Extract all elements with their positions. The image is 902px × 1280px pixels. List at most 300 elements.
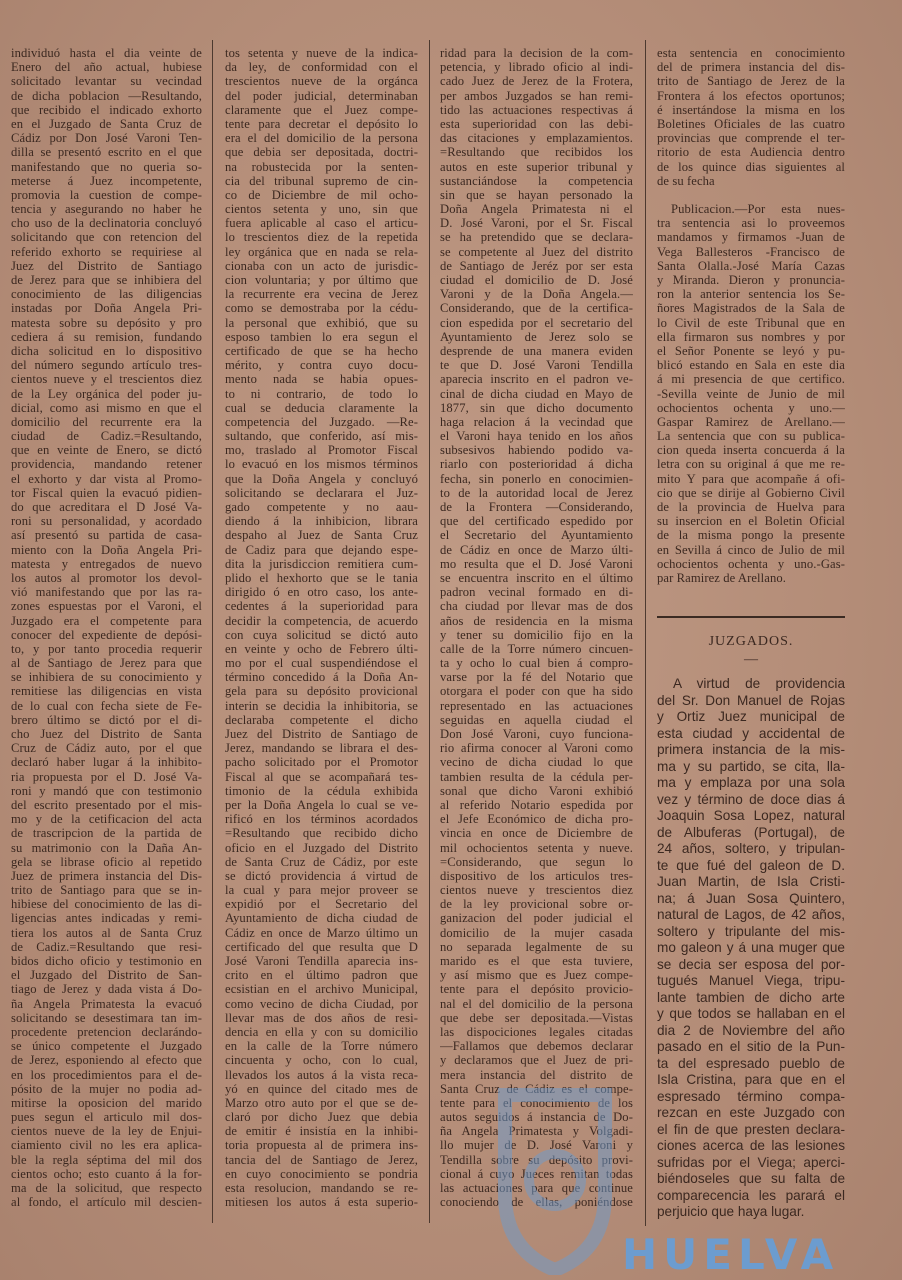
text-line: solicitado levantar su vecindad xyxy=(11,74,202,89)
text-line: gela se librase oficio al repetido xyxy=(11,854,202,869)
notice-line: pasado en el sitio de la Pun- xyxy=(657,1039,845,1054)
text-line: ciudad el domicilio de D. José xyxy=(440,273,633,287)
text-line: manifestando que no queria so- xyxy=(11,159,202,174)
column-1 xyxy=(11,46,202,1209)
text-line: sultando, que conferido, así mis- xyxy=(225,429,418,444)
column-divider xyxy=(429,40,430,1223)
text-line: de Jerez, esponiendo al efecto que xyxy=(11,1053,202,1068)
notice-line: mo galeon y á una muger que xyxy=(657,940,845,955)
column-3 xyxy=(440,46,633,1209)
text-line: =Resultando que recibidos los xyxy=(440,145,633,160)
text-line: solicitando se declarara el Juz- xyxy=(225,485,418,500)
text-line: en los procedimientos para el de- xyxy=(11,1067,202,1082)
text-line: que del certificado espedido por xyxy=(440,514,633,529)
text-line: que debia ser depositada, doctri- xyxy=(225,145,418,160)
text-line: vincia en once de Diciembre de xyxy=(440,826,633,841)
text-line: ma de la solicitud, que respecto xyxy=(11,1181,202,1195)
text-line: solicitando se desestimara tan im- xyxy=(11,1010,202,1025)
text-line: tido las actuaciones respectivas á xyxy=(440,102,633,117)
text-line: mitirse la oposicion del marido xyxy=(11,1095,202,1110)
text-line: representado en las actuaciones xyxy=(440,698,633,713)
text-line: pósito de la mujer no podia ad- xyxy=(11,1081,202,1096)
text-line: el Señor Ponente se leyó y pu- xyxy=(657,343,845,358)
column-4 xyxy=(657,46,845,585)
text-line: na robustecida por la senten- xyxy=(225,159,418,174)
text-line: ria propuesta por el D. José Va- xyxy=(11,769,202,784)
text-line: la recurrente era vecina de Jerez xyxy=(225,287,418,302)
text-line: trito de Santiago de Jerez de la xyxy=(657,74,845,89)
notice-line: se decia ser esposa del por- xyxy=(657,956,845,972)
text-line: Vega Ballesteros -Francisco de xyxy=(657,244,845,259)
text-line: Ayuntamiento de dicha ciudad de xyxy=(225,911,418,926)
text-line: llevados los autos á la vista reca- xyxy=(225,1067,418,1082)
text-line: mito Y para que acompañe á ofi- xyxy=(657,471,845,486)
text-line: tor Fiscal quien la evacuó pidien- xyxy=(11,485,202,500)
text-line: que en veinte de Enero, se dictó xyxy=(11,443,202,458)
text-line: meterse á Juez incompetente, xyxy=(11,173,202,188)
notice-line: na; á Juan Sosa Quintero, xyxy=(657,890,845,906)
paragraph-gap xyxy=(657,188,845,202)
text-line: de Jerez para que se inhibiera del xyxy=(11,273,202,287)
text-line: la cual y para mejor proveer se xyxy=(225,883,418,898)
text-line: al fondo, el artículo mil descien- xyxy=(11,1195,202,1210)
text-line: el Juzgado del Distrito de San- xyxy=(11,968,202,983)
notice-line: comparecencia les parará el xyxy=(657,1187,845,1203)
text-line: procedente pretencion declarándo- xyxy=(11,1024,202,1039)
text-line: cho uso de la declinatoria concluyó xyxy=(11,216,202,231)
text-line: se inhibiera de su conocimiento y xyxy=(11,670,202,685)
text-line: Doña Angela Primatesta ni el xyxy=(440,202,633,217)
text-line: solicitando que con retencion del xyxy=(11,230,202,245)
text-line: decidir la competencia, de acuerdo xyxy=(225,613,418,628)
text-line: referido exhorto se requiriese al xyxy=(11,244,202,259)
text-line: el Varoni haya tenido en los años xyxy=(440,429,633,444)
text-line: ochocientos ochenta y uno.— xyxy=(657,400,845,415)
text-line: del número segundo artículo tres- xyxy=(11,358,202,373)
text-line: de la provincia de Huelva para xyxy=(657,500,845,514)
text-line: era el del domicilio de la persona xyxy=(225,131,418,146)
text-line: Juez de primera instancia del Dis- xyxy=(11,868,202,883)
text-line: Cruz de Cádiz auto, por el que xyxy=(11,741,202,756)
text-line: de la Frontera —Considerando, xyxy=(440,500,633,514)
text-line: to de la autoridad local de Jerez xyxy=(440,485,633,500)
text-line: riarlo con posterioridad á dicha xyxy=(440,457,633,472)
text-line: las dispociciones legales citadas xyxy=(440,1024,633,1039)
text-line: —Fallamos que debemos declarar xyxy=(440,1039,633,1054)
text-line: lo Civil de este Tribunal que en xyxy=(657,315,845,330)
text-line: término concedido á la Doña An- xyxy=(225,670,418,685)
text-line: Ayuntamiento de Jerez solo se xyxy=(440,329,633,344)
text-line: domicilio del recurrente era la xyxy=(11,414,202,429)
juzgados-section xyxy=(657,616,845,1221)
text-line: ron la anterior sentencia los Se- xyxy=(657,287,845,302)
text-line: de Cadiz.=Resultando que resi- xyxy=(11,939,202,954)
notice-line: tugués Manuel Viega, tripu- xyxy=(657,973,845,988)
text-line: de Cádiz en once de Marzo últi- xyxy=(440,542,633,557)
text-line: ñores Magistrados de la Sala de xyxy=(657,301,845,316)
text-line: Jerez, mandando se librara el des- xyxy=(225,741,418,756)
text-line: tente para el conocimiento de los xyxy=(440,1095,633,1110)
text-line: individuó hasta el dia veinte de xyxy=(11,46,202,60)
text-line: al referido Notario espedida por xyxy=(440,797,633,812)
text-line: fuera aplicable al caso el articu- xyxy=(225,216,418,231)
text-line: dicial, como asi mismo en que el xyxy=(11,400,202,415)
text-line: rificó en los términos acordados xyxy=(225,812,418,827)
text-line: ble la regla séptima del mil dos xyxy=(11,1152,202,1167)
text-line: zones espuestas por el Varoni, el xyxy=(11,599,202,614)
text-line: como se demostraba por la cédu- xyxy=(225,301,418,316)
text-line: tente para decretar el depósito lo xyxy=(225,116,418,131)
text-line: Don José Varoni, cuyo funciona- xyxy=(440,727,633,741)
text-line: cientos nueve y el trescientos diez xyxy=(11,372,202,387)
text-line: remitiese las diligencias en vista xyxy=(11,684,202,699)
text-line: conocimiento de las diligencias xyxy=(11,287,202,302)
text-line: subsesivos habiendo podido va- xyxy=(440,443,633,458)
text-line: haga relacion á la vecindad que xyxy=(440,414,633,429)
column-divider xyxy=(212,40,213,1223)
text-line: competencia del Juzgado. —Re- xyxy=(225,414,418,429)
text-line: de los quince dias siguientes al xyxy=(657,159,845,174)
text-line: sustanciándose la competencia xyxy=(440,173,633,188)
text-line: interin se decidia la inhibitoria, se xyxy=(225,698,418,713)
text-line: 1877, sin que dicho documento xyxy=(440,400,633,415)
text-line: y tener su domicilio fijo en la xyxy=(440,627,633,642)
text-line: providencia, mandando retener xyxy=(11,457,202,472)
text-line: cientos nueve y trescientos diez xyxy=(440,883,633,898)
text-line: cho Juez del Distrito de Santa xyxy=(11,727,202,741)
text-line: ligencias antes indicadas y remi- xyxy=(11,911,202,926)
text-line: declaró haber lugar á la inhibito- xyxy=(11,755,202,770)
text-line: mo, traslado al Promotor Fiscal xyxy=(225,443,418,458)
text-line: provincias que comprende el ter- xyxy=(657,131,845,146)
text-line: tente para el depósito provicio- xyxy=(440,982,633,997)
text-line: de trascripcion de la partida de xyxy=(11,826,202,841)
text-line: per la Doña Angela lo cual se ve- xyxy=(225,797,418,812)
text-line: autos en este superior tribunal y xyxy=(440,159,633,174)
notice-line: de Albuferas (Portugal), de xyxy=(657,824,845,840)
text-line: expidió por el Secretario del xyxy=(225,897,418,912)
text-line: su matrimonio con la Daña An- xyxy=(11,840,202,855)
text-line: cion voluntaria; y por último que xyxy=(225,273,418,287)
text-line: al de Santiago de Jerez para que xyxy=(11,656,202,671)
notice-line: esta ciudad y accidental de xyxy=(657,725,845,741)
text-line: llevar mas de dos años de resi- xyxy=(225,1010,418,1025)
text-line: cientos setenta y uno, sin que xyxy=(225,202,418,217)
text-line: rio afirma conocer al Varoni como xyxy=(440,741,633,756)
text-line: mento nada se habia opues- xyxy=(225,372,418,387)
text-line: trescientos nueve de la orgánca xyxy=(225,74,418,89)
text-line: ciudad de Cadiz.=Resultando, xyxy=(11,429,202,444)
text-line: conociendo de ellas, poniéndose xyxy=(440,1195,633,1210)
notice-line: y que todos se hallaban en el xyxy=(657,1006,845,1021)
notice-line: sufridas por el Viega; aperci- xyxy=(657,1154,845,1170)
text-line: varse por la fé del Notario que xyxy=(440,670,633,685)
text-line: el Secretario del Ayuntamiento xyxy=(440,528,633,543)
text-line: ganizacion del poder judicial el xyxy=(440,911,633,926)
column-divider xyxy=(645,40,646,1226)
text-line: dicha solicitud en lo dispositivo xyxy=(11,343,202,358)
text-line: -Sevilla veinte de Junio de mil xyxy=(657,386,845,401)
text-line: mo y de la cetificacion del acta xyxy=(11,812,202,827)
text-line: cediera á su remision, fundando xyxy=(11,329,202,344)
text-line: no separada legalmente de su xyxy=(440,939,633,954)
text-line: ciamiento civil no les era aplica- xyxy=(11,1138,202,1153)
text-line: cion espedida por el secretario del xyxy=(440,315,633,330)
text-line: roni y mandó que con testimonio xyxy=(11,783,202,798)
text-line: á mi presencia de que certifico. xyxy=(657,372,845,387)
text-line: nal el del domicilio de la persona xyxy=(440,996,633,1011)
text-line: sonal que dicho Varoni exhibió xyxy=(440,783,633,798)
text-line: del escrito presentado por el mis- xyxy=(11,797,202,812)
notice-line: te que fué del galeon de D. xyxy=(657,857,845,873)
text-line: dispositivo de los articulos tres- xyxy=(440,868,633,883)
text-line: hibiese del conocimiento de las di- xyxy=(11,897,202,912)
text-line: cional á cuyo Jueces remitan todas xyxy=(440,1166,633,1181)
text-line: Gaspar Ramirez de Arellano.— xyxy=(657,414,845,429)
text-line: Santa Cruz de Cádiz es el compe- xyxy=(440,1081,633,1096)
text-line: de la misma pongo la presente xyxy=(657,528,845,543)
text-line: esta resolucion, mandando se re- xyxy=(225,1181,418,1195)
text-line: petencia, y librado oficio al indi- xyxy=(440,60,633,75)
text-line: brero último se dictó por el di- xyxy=(11,712,202,727)
text-line: declaraba competente el dicho xyxy=(225,712,418,727)
text-line: bidos dicho oficio y testimonio en xyxy=(11,954,202,968)
text-line: su insercion en el Boletin Oficial xyxy=(657,514,845,529)
text-line: otorgara el poder con que ha sido xyxy=(440,684,633,699)
text-line: La sentencia que con su publica- xyxy=(657,429,845,444)
text-line: timonio de la cédula exhibida xyxy=(225,783,418,798)
text-line: así presentó su partida de casa- xyxy=(11,528,202,543)
text-line: claramente que el Juez compe- xyxy=(225,102,418,117)
notice-line: y Ortiz Juez municipal de xyxy=(657,709,845,724)
text-line: =Resultando que recibido dicho xyxy=(225,826,418,841)
text-line: tiera los autos al de Santa Cruz xyxy=(11,925,202,940)
text-line: Marzo otro auto por el que se de- xyxy=(225,1095,418,1110)
text-line: to ni contrario, de todo lo xyxy=(225,386,418,401)
text-line: el exhorto y dar vista al Promo- xyxy=(11,471,202,486)
text-line: domicilio de la mujer casada xyxy=(440,925,633,940)
notice-line: dia 2 de Noviembre del año xyxy=(657,1022,845,1038)
column-2 xyxy=(225,46,418,1209)
text-line: ecsistian en el archivo Municipal, xyxy=(225,982,418,997)
notice-line: del Sr. Don Manuel de Rojas xyxy=(657,692,845,708)
text-line: en la calle de la Torre número xyxy=(225,1039,418,1054)
text-line: marido es el que esta tuviere, xyxy=(440,954,633,968)
text-line: tambien resulta de la cédula per- xyxy=(440,769,633,784)
text-line: roni su personalidad, y acordado xyxy=(11,514,202,529)
text-line: y así mismo que es Juez compe- xyxy=(440,968,633,983)
text-line: calle de la Torre número cincuen- xyxy=(440,641,633,656)
text-line: matesta y entregados de nuevo xyxy=(11,556,202,571)
notice-line: ta del espresado pueblo de xyxy=(657,1055,845,1071)
text-line: claró por dicho Juez que debia xyxy=(225,1110,418,1125)
text-line: ña Angela Primatesta y Volgadi- xyxy=(440,1124,633,1139)
text-line: de Santa Cruz de Cádiz, por este xyxy=(225,854,418,869)
text-line: cia del tribunal supremo de cin- xyxy=(225,173,418,188)
text-line: cual se deducia claramente la xyxy=(225,400,418,415)
text-line: que la Doña Angela y concluyó xyxy=(225,471,418,486)
text-line: Cádiz por Don José Varoni Ten- xyxy=(11,131,202,146)
text-line: de la Ley orgánica del poder ju- xyxy=(11,386,202,401)
text-line: mérito, y contra cuyo docu- xyxy=(225,358,418,373)
text-line: José Varoni Tendilla aparecia ins- xyxy=(225,954,418,968)
text-line: tra sentencia asi lo proveemos xyxy=(657,216,845,231)
text-line: de Cadiz para que dejando espe- xyxy=(225,542,418,557)
text-line: despaho al Juez de Santa Cruz xyxy=(225,528,418,543)
notice-line: ciones acerca de las lesiones xyxy=(657,1138,845,1153)
text-line: to, y por tanto procedia requerir xyxy=(11,641,202,656)
text-line: mil ochocientos setenta y nueve. xyxy=(440,840,633,855)
text-line: del de primera instancia del dis- xyxy=(657,60,845,75)
text-line: se encuentra inscrito en el último xyxy=(440,570,633,585)
watermark-text: HUELVA xyxy=(622,1230,840,1279)
text-line: co de Diciembre de mil ocho- xyxy=(225,187,418,202)
text-line: lo trescientos diez de la repetida xyxy=(225,230,418,245)
text-line: gado competente y no aau- xyxy=(225,500,418,514)
text-line: sin que se hayan personado la xyxy=(440,187,633,202)
text-line: certificado de que se ha hecho xyxy=(225,343,418,358)
notice-line: Joaquin Sosa Lopez, natural xyxy=(657,808,845,823)
text-line: instadas por Doña Angela Pri- xyxy=(11,301,202,316)
text-line: Juzgado era el competente para xyxy=(11,613,202,628)
text-line: do que acreditara el D José Va- xyxy=(11,500,202,514)
text-line: mitiesen los autos á esta superio- xyxy=(225,1195,418,1210)
text-line: ley orgánica que en nada se rela- xyxy=(225,244,418,259)
text-line: y declaramos que el Juez de pri- xyxy=(440,1053,633,1068)
text-line: ochocientos ochenta y uno.-Gas- xyxy=(657,556,845,571)
text-line: par Ramirez de Arellano. xyxy=(657,570,786,585)
text-line: cinal de dicha ciudad en Mayo de xyxy=(440,386,633,401)
text-line: yó en quince del citado mes de xyxy=(225,1081,418,1096)
text-line: del poder judicial, determinaban xyxy=(225,88,418,103)
text-line: en Sevilla á cinco de Julio de mil xyxy=(657,542,845,557)
text-line: como vecino de dicha Ciudad, por xyxy=(225,996,418,1011)
text-line: Boletines Oficiales de las cuatro xyxy=(657,116,845,131)
text-line: toria propuesta al de primera ins- xyxy=(225,1138,418,1153)
text-line: de su fecha xyxy=(657,173,715,188)
text-line: que recibido el indicado exhorto xyxy=(11,102,202,117)
text-line: te que D. José Varoni Tendilla xyxy=(440,358,633,373)
text-line: en el Juzgado de Santa Cruz de xyxy=(11,116,202,131)
text-line: la personal que exhibió, que su xyxy=(225,315,418,330)
text-line: Publicacion.—Por esta nues- xyxy=(671,202,845,217)
text-line: el Jefe Económico de dicha pro- xyxy=(440,812,633,827)
text-line: Considerando, que de la certifica- xyxy=(440,301,633,316)
text-line: Santa Olalla.-José María Cazas xyxy=(657,258,845,273)
text-line: desprende de una manera eviden xyxy=(440,343,633,358)
notice-line: primera instancia de la mis- xyxy=(657,742,845,757)
text-line: tos setenta y nueve de la indica- xyxy=(225,46,418,60)
text-line: =Considerando, que segun lo xyxy=(440,854,633,869)
text-line: conocer del expediente de depósi- xyxy=(11,627,202,642)
text-line: esposo tambien lo era segun el xyxy=(225,329,418,344)
juzgados-notice xyxy=(657,676,845,1221)
text-line: mandamos y firmamos -Juan de xyxy=(657,230,845,245)
text-line: cha ciudad por llevar mas de dos xyxy=(440,599,633,614)
text-line: con cuya solicitud se dictó auto xyxy=(225,627,418,642)
text-line: de lo cual con fecha siete de Fe- xyxy=(11,698,202,713)
text-line: Fiscal al que se acompañará tes- xyxy=(225,769,418,784)
text-line: plido el hexhorto que se le tania xyxy=(225,570,418,585)
text-line: dilla se presentó escrito en el que xyxy=(11,145,202,160)
text-line: tencia y asegurando no haber he xyxy=(11,202,202,217)
text-line: Frontera á los efectos oportunos; xyxy=(657,88,845,103)
text-line: las actuaciones para que continue xyxy=(440,1181,633,1195)
notice-line: perjuicio que haya lugar. xyxy=(657,1204,805,1219)
text-line: cado Juez de Jerez de la Frotera, xyxy=(440,74,633,89)
text-line: certificado del que resulta que D xyxy=(225,939,418,954)
notice-line: 24 años, soltero, y tripulan- xyxy=(657,841,845,856)
text-line: cion queda inserta concuerda á la xyxy=(657,443,845,458)
text-line: pacho solicitado por el Promotor xyxy=(225,755,418,770)
notice-line: natural de Lagos, de 42 años, xyxy=(657,907,845,922)
text-line: Tendilla sobre su depósito provi- xyxy=(440,1152,633,1167)
text-line: per ambos Juzgados se han remi- xyxy=(440,88,633,103)
text-line: aparecia inscrito en el padron ve- xyxy=(440,372,633,387)
notice-line: el fin de que presten declara- xyxy=(657,1121,845,1137)
text-line: mera instancia del distrito de xyxy=(440,1067,633,1082)
text-line: letra con su original á que me re- xyxy=(657,457,845,472)
text-line: cientos nueve de la ley de Enjui- xyxy=(11,1124,202,1139)
text-line: autos seguidos á instancia de Do- xyxy=(440,1110,633,1125)
text-line: de la ley provicional sobre or- xyxy=(440,897,633,912)
text-line: fecha, sin ponerlo en conocimien- xyxy=(440,471,633,486)
notice-line: ma y su partido, se cita, lla- xyxy=(657,758,845,774)
notice-line: vez y término de doce dias á xyxy=(657,791,845,807)
text-line: lo evacuó en los mismos términos xyxy=(225,457,418,472)
text-line: en veinte y ocho de Febrero últi- xyxy=(225,641,418,656)
section-rule xyxy=(657,616,845,618)
text-line: cio que se dirije al Gobierno Civil xyxy=(657,485,845,500)
text-line: Juez del Distrito de Santiago de xyxy=(225,727,418,741)
text-line: Juez del Distrito de Santiago xyxy=(11,258,202,273)
text-line: das citaciones y emplazamientos. xyxy=(440,131,633,146)
text-line: de emitir é insistía en la inhibi- xyxy=(225,1124,418,1139)
text-line: gela para su depósito provicional xyxy=(225,684,418,699)
text-line: da ley, de conformidad con el xyxy=(225,60,418,75)
text-line: esta sentencia en conocimiento xyxy=(657,46,845,60)
text-line: vecino de dicha ciudad lo que xyxy=(440,755,633,770)
text-line: cincuenta y ocho, con lo cual, xyxy=(225,1053,418,1068)
text-line: promovia la cuestion de compe- xyxy=(11,187,202,202)
text-line: Varoni y de la Doña Angela.— xyxy=(440,287,633,302)
text-line: diendo á la inhibicion, librara xyxy=(225,514,418,529)
text-line: cionaba con un acto de jurisdic- xyxy=(225,258,418,273)
text-line: dencia en ella y con su domicilio xyxy=(225,1024,418,1039)
notice-line: A virtud de providencia xyxy=(673,676,845,691)
heading-dash: — xyxy=(744,652,758,667)
text-line: llo mujer de D. José Varoni y xyxy=(440,1138,633,1153)
text-line: se dictó providencia á virtud de xyxy=(225,868,418,883)
text-line: de dicha poblacion —Resultando, xyxy=(11,88,202,103)
text-line: ta y ocho lo cual bien á compro- xyxy=(440,656,633,671)
text-line: años de residencia en la misma xyxy=(440,613,633,628)
text-line: y Miranda. Dieron y pronuncia- xyxy=(657,273,845,287)
notice-line: lante tambien de dicho arte xyxy=(657,989,845,1005)
text-line: tiago de Jerez y dada vista á Do- xyxy=(11,982,202,997)
notice-line: soltero y tripulante del mis- xyxy=(657,923,845,939)
text-line: los autos al promotor los devol- xyxy=(11,570,202,585)
text-line: trito de Santiago para que se in- xyxy=(11,883,202,898)
text-line: se único competente el Juzgado xyxy=(11,1039,202,1054)
text-line: ridad para la decision de la com- xyxy=(440,46,633,60)
text-line: seguidas en aquella ciudad el xyxy=(440,712,633,727)
text-line: se competente al Juez del distrito xyxy=(440,244,633,259)
text-line: de Santiago de Jeréz por ser esta xyxy=(440,258,633,273)
text-line: Enero del año actual, hubiese xyxy=(11,60,202,75)
section-heading: JUZGADOS. xyxy=(708,634,794,649)
text-line: crito en el último padron que xyxy=(225,968,418,983)
